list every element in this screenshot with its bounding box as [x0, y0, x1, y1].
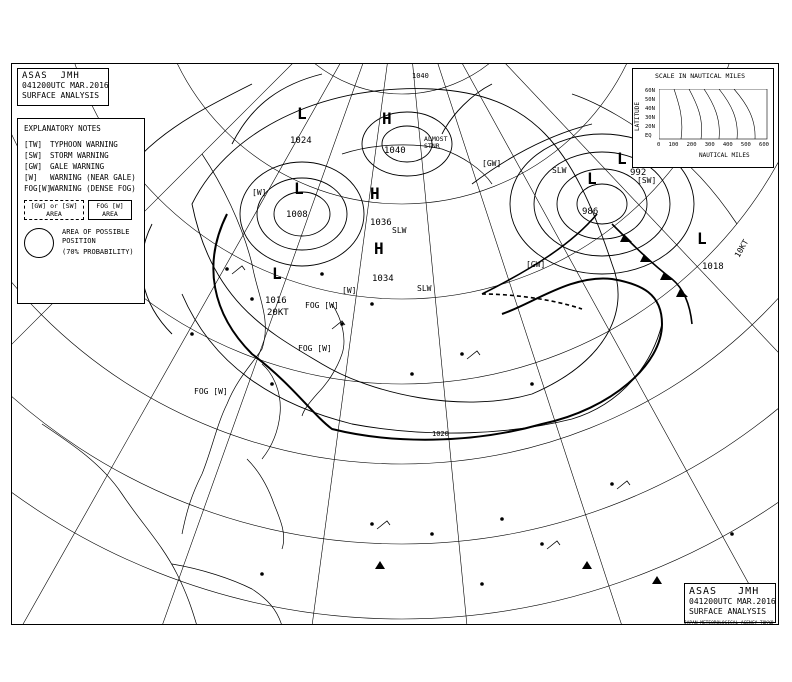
weather-chart: [11, 63, 779, 625]
scale-curve-group: [674, 89, 755, 139]
triangle-mark: [375, 561, 385, 569]
distance-tick: 0: [657, 142, 661, 148]
chart-title-box: [17, 68, 109, 106]
fog-area-label: AREA: [102, 210, 118, 218]
product-name: SURFACE ANALYSIS: [22, 91, 100, 100]
area-or-text: or: [50, 202, 58, 210]
center-pressure-label: 1008: [286, 210, 308, 220]
latitude-line: [152, 64, 652, 204]
center-symbol-l: L: [297, 104, 307, 123]
scale-title: SCALE IN NAUTICAL MILES: [655, 72, 746, 80]
lat-tick: EQ: [645, 133, 652, 139]
station-dot: [540, 542, 544, 546]
center-pressure-label: 992: [630, 168, 647, 178]
probability-legend: [24, 228, 138, 258]
legend-row: [24, 139, 138, 150]
distance-tick: 300: [704, 142, 715, 148]
coastline-philippines: [247, 459, 284, 549]
station-dot: [260, 572, 264, 576]
legend-row: [24, 150, 138, 161]
station-dot: [430, 532, 434, 536]
legend-code: [TW]: [24, 140, 43, 149]
isobar: [142, 84, 252, 154]
area-label: AREA: [46, 210, 62, 218]
coastline-asia: [182, 154, 265, 534]
warning-area-sample: [24, 200, 84, 220]
distance-ticks: [657, 142, 769, 148]
distance-tick: 500: [740, 142, 751, 148]
scale-curve: [719, 89, 737, 139]
legend-code: FOG[W]: [24, 184, 52, 193]
center-pressure-label: 1040: [384, 146, 406, 156]
center-symbol-l: L: [294, 179, 304, 198]
station-dot: [370, 522, 374, 526]
scale-curve: [704, 89, 719, 139]
fog-warning-label: FOG [W]: [194, 387, 228, 396]
agency-short: ASAS: [22, 71, 48, 81]
wind-barb: [617, 481, 630, 489]
isobar: [182, 294, 662, 433]
fog-area-sample: [88, 200, 132, 220]
probability-label: AREA OF POSSIBLE POSITION: [62, 228, 130, 245]
agency-name: JMH: [60, 71, 80, 81]
near-gale-warning-label: [W]: [342, 286, 357, 295]
scale-curve: [674, 89, 682, 139]
center-symbol-l: L: [697, 229, 707, 248]
wind-barb: [547, 541, 560, 549]
scale-curve: [689, 89, 702, 139]
wind-barb: [232, 266, 245, 274]
front-barb: [640, 254, 652, 262]
center-pressure-label: 986: [582, 207, 599, 217]
area-sw-code: [SW]: [61, 202, 78, 210]
distance-tick: 600: [759, 142, 769, 148]
speed-note: 10KT: [732, 237, 751, 260]
isobar: [232, 74, 322, 144]
legend-code: [SW]: [24, 151, 43, 160]
legend-row: [24, 183, 138, 194]
triangle-mark: [652, 576, 662, 584]
fog-warning-label: FOG [W]: [298, 344, 332, 353]
triangle-mark: [582, 561, 592, 569]
distance-axis-title: NAUTICAL MILES: [699, 152, 750, 159]
isobar: [557, 169, 647, 239]
chart-footer-box: [684, 583, 776, 623]
wind-barb: [467, 351, 480, 359]
distance-tick: 100: [668, 142, 679, 148]
legend-heading: EXPLANATORY NOTES: [24, 124, 101, 133]
agency-short: ASAS: [689, 586, 718, 597]
station-dot: [500, 517, 504, 521]
isobar-1020: [213, 214, 662, 440]
motion-note: SLW: [417, 284, 432, 293]
distance-tick: 400: [722, 142, 733, 148]
probability-value: (70% PROBABILITY): [62, 248, 134, 256]
station-dot: [480, 582, 484, 586]
station-dot: [250, 297, 254, 301]
valid-time: 041200UTC MAR.2016: [689, 597, 776, 606]
isobar: [142, 224, 172, 334]
legend-code: [GW]: [24, 162, 43, 171]
agency-name: JMH: [738, 586, 760, 597]
station-dot: [460, 352, 464, 356]
legend-row: [24, 161, 138, 172]
lat-tick: 20N: [645, 124, 655, 130]
fog-area-code: FOG [W]: [96, 202, 124, 210]
isobar-value-label: 1020: [432, 430, 449, 438]
station-dot: [610, 482, 614, 486]
near-gale-warning-label: [W]: [252, 188, 267, 197]
isobars: [142, 74, 694, 433]
motion-note: SLW: [392, 226, 407, 235]
area-gw-code: [GW]: [30, 202, 47, 210]
station-dot: [530, 382, 534, 386]
center-symbol-h: H: [370, 184, 380, 203]
station-dot: [730, 532, 734, 536]
lat-tick: 30N: [645, 115, 655, 121]
station-dot: [320, 272, 324, 276]
center-symbol-l: L: [587, 169, 597, 188]
coastline-borneo: [172, 564, 282, 625]
isobar: [192, 89, 618, 402]
station-dot: [370, 302, 374, 306]
latitude-ticks: [645, 87, 655, 141]
legend-label: STORM WARNING: [50, 151, 109, 160]
wind-barbs: [232, 266, 630, 549]
legend-row: [24, 172, 138, 183]
key-isobar: [213, 214, 662, 440]
storm-warning-label: [SW]: [637, 176, 657, 185]
coastline-kamchatka: [342, 145, 492, 184]
station-dot: [190, 332, 194, 336]
station-dot: [270, 382, 274, 386]
lat-tick: 40N: [645, 106, 655, 112]
station-dot: [225, 267, 229, 271]
isobar-value-label: 1040: [412, 72, 429, 80]
fog-warning-label: FOG [W]: [305, 301, 339, 310]
center-pressure-label: 1036: [370, 218, 392, 228]
distance-tick: 200: [686, 142, 697, 148]
center-pressure-label: 1016: [265, 296, 287, 306]
legend-label: GALE WARNING: [50, 162, 105, 171]
coastline-korea: [262, 364, 280, 459]
warning-triangles: [375, 561, 662, 584]
lat-tick: 50N: [645, 97, 655, 103]
issuer-line: JAPAN METEOROLOGICAL AGENCY TOKYO: [684, 621, 774, 625]
wind-barb: [377, 521, 390, 529]
center-symbol-l: L: [617, 149, 627, 168]
explanatory-notes: [17, 118, 145, 304]
isobar: [577, 184, 627, 224]
center-pressure-label: 1024: [290, 136, 312, 146]
center-symbol-h: H: [374, 239, 384, 258]
scale-curves: [659, 89, 769, 141]
scale-box: [632, 68, 774, 168]
lat-tick: 60N: [645, 88, 655, 94]
probability-circle-icon: [24, 228, 54, 258]
gale-warning-label: [GW]: [526, 260, 546, 269]
legend-area-samples: [24, 200, 138, 220]
center-symbol-l: L: [272, 264, 282, 283]
center-pressure-label: 1034: [372, 274, 394, 284]
legend-label: TYPHOON WARNING: [50, 140, 118, 149]
motion-note: ALMOST STNR: [424, 135, 448, 150]
motion-note: SLW: [552, 166, 567, 175]
gale-warning-label: [GW]: [482, 159, 502, 168]
product-name: SURFACE ANALYSIS: [689, 607, 767, 616]
center-pressure-label: 1018: [702, 262, 724, 272]
latitude-axis-title: LATITUDE: [633, 102, 641, 131]
legend-label: WARNING (NEAR GALE): [50, 173, 136, 182]
legend-label: WARNING (DENSE FOG): [50, 184, 136, 193]
front-barb: [660, 272, 672, 280]
coastline-japan: [302, 304, 344, 416]
legend-code: [W]: [24, 173, 38, 182]
speed-note: 20KT: [267, 308, 289, 318]
isobar: [472, 124, 592, 184]
isobar: [442, 84, 492, 134]
center-symbol-h: H: [382, 109, 392, 128]
valid-time: 041200UTC MAR.2016: [22, 81, 109, 90]
station-dot: [410, 372, 414, 376]
